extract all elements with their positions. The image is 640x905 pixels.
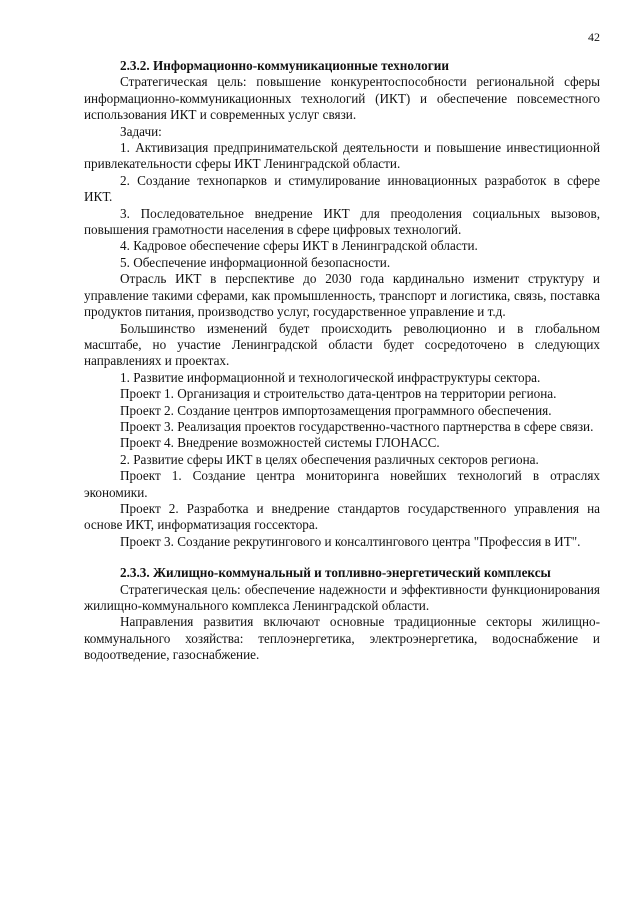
paragraph-ict-outlook-2030: Отрасль ИКТ в перспективе до 2030 года кардинально изменит структуру и управление такими сферами, как промышленность, транспорт и логистика, связь, поставка продуктов питания, производство услуг, государственное управление и т.д. [84,271,600,320]
paragraph-task-5: 5. Обеспечение информационной безопасности. [120,254,391,270]
paragraph-direction-1: 1. Развитие информационной и технологической инфраструктуры сектора. [120,369,541,385]
paragraph-strategic-goal-housing: Стратегическая цель: обеспечение надежности и эффективности функционирования жилищно-коммунального комплекса Ленинградской области. [84,581,600,613]
section-heading-2-3-2: 2.3.2. Информационно-коммуникационные технологии [120,58,449,73]
paragraph-direction-2-project-2: Проект 2. Разработка и внедрение стандартов государственного управления на основе ИКТ, информатизация госсектора. [84,500,600,533]
paragraph-task-2: 2. Создание технопарков и стимулирование инновационных разработок в сфере ИКТ. [84,172,600,205]
page-content [84,58,600,664]
paragraph-direction-1-project-2: Проект 2. Создание центров импортозамещения программного обеспечения. [120,402,552,418]
paragraph-direction-2-project-3: Проект 3. Создание рекрутингового и консалтингового центра "Профессия в ИТ". [120,533,581,549]
paragraph-task-1: 1. Активизация предпринимательской деятельности и повышение инвестиционной привлекательности сферы ИКТ Ленинградской области. [84,140,600,172]
paragraph-regional-participation: Большинство изменений будет происходить революционно и в глобальном масштабе, но участие Ленинградской области будет сосредоточено в следующих направлениях и проектах. [84,320,600,369]
paragraph-direction-2: 2. Развитие сферы ИКТ в целях обеспечения различных секторов региона. [120,451,539,467]
paragraph-task-3: 3. Последовательное внедрение ИКТ для преодоления социальных вызовов, повышения грамотности населения в сфере цифровых технологий. [84,205,600,238]
paragraph-direction-1-project-4: Проект 4. Внедрение возможностей системы ГЛОНАСС. [120,435,440,451]
paragraph-direction-1-project-3: Проект 3. Реализация проектов государственно-частного партнерства в сфере связи. [120,418,594,434]
paragraph-tasks-label: Задачи: [120,123,162,139]
paragraph-housing-directions: Направления развития включают основные традиционные секторы жилищно-коммунального хозяйства: теплоэнергетика, электроэнергетика, водоснабжение и водоотведение, газоснабжение. [84,614,600,663]
paragraph-task-4: 4. Кадровое обеспечение сферы ИКТ в Ленинградской области. [120,238,478,254]
paragraph-direction-1-project-1: Проект 1. Организация и строительство дата-центров на территории региона. [120,386,557,402]
paragraph-direction-2-project-1: Проект 1. Создание центра мониторинга новейших технологий в отраслях экономики. [84,468,600,500]
section-heading-2-3-3: 2.3.3. Жилищно-коммунальный и топливно-энергетический комплексы [120,565,551,581]
page-number: 42 [588,30,600,44]
paragraph-strategic-goal-ict: Стратегическая цель: повышение конкурентоспособности региональной сферы информационно-коммуникационных технологий (ИКТ) и обеспечение повсеместного использования ИКТ и современных услуг связи. [84,74,600,123]
